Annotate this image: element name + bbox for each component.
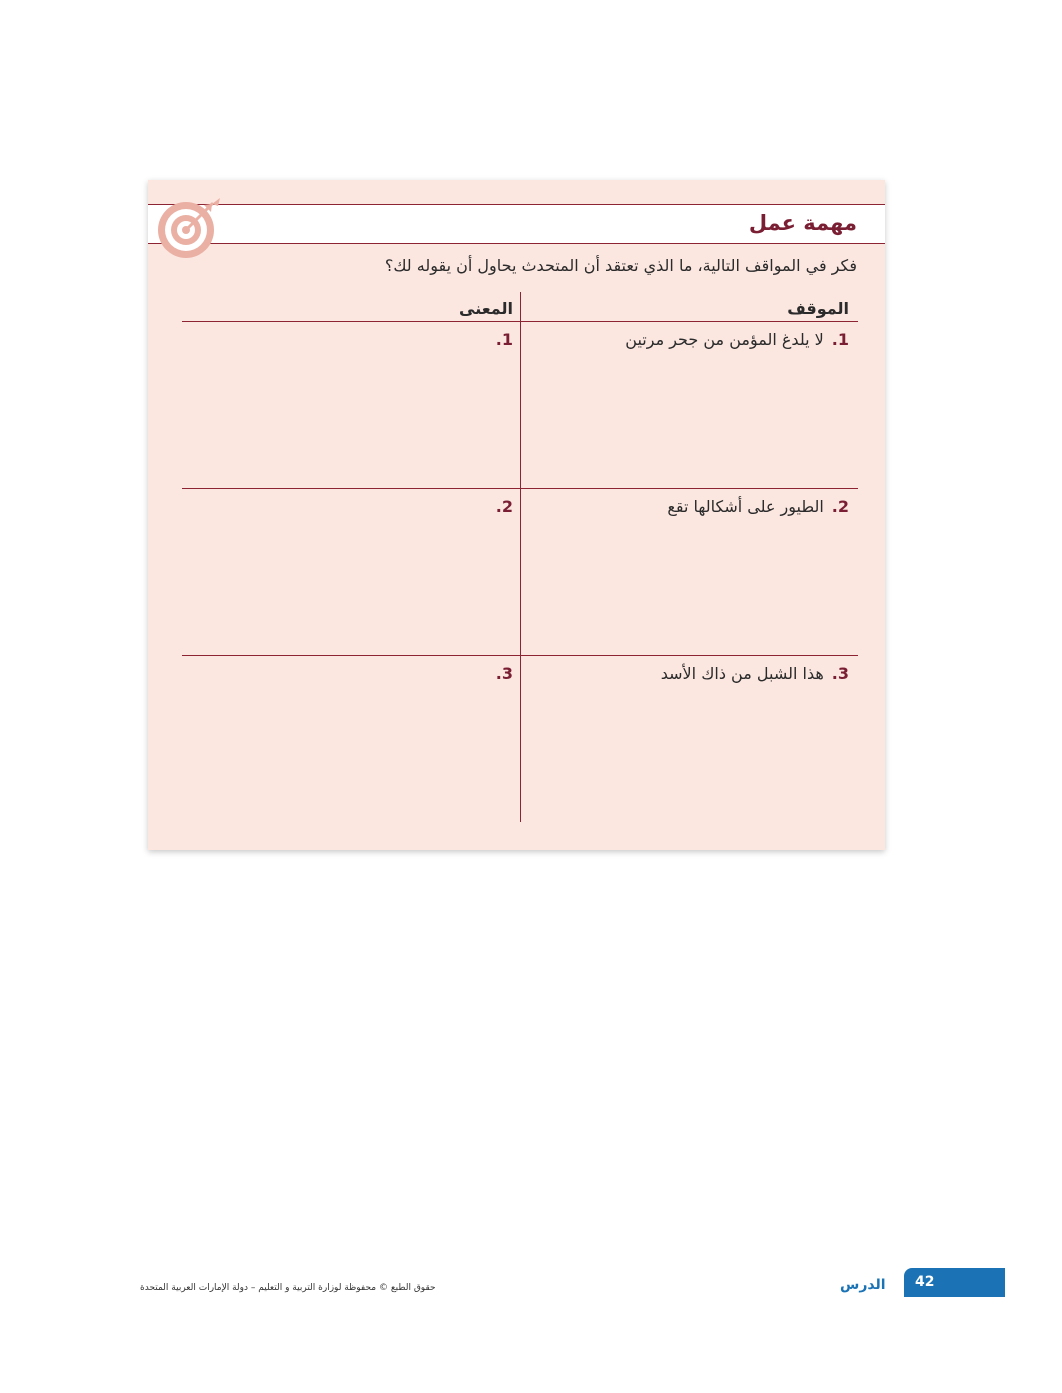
task-card: [148, 180, 885, 850]
target-icon: [154, 192, 224, 262]
situation-item: [667, 497, 849, 516]
situation-item: [661, 664, 849, 683]
situation-text: هذا الشبل من ذاك الأسد: [660, 664, 824, 683]
lesson-label: الدرس: [840, 1277, 886, 1293]
meaning-item: [488, 330, 513, 349]
item-number: 1.: [831, 330, 849, 349]
meaning-item: [488, 497, 513, 516]
column-header-meaning: المعنى: [459, 299, 513, 318]
item-number: 3.: [831, 664, 849, 683]
header-rule: [182, 321, 858, 322]
item-number: 3.: [495, 664, 513, 683]
column-divider: [520, 292, 521, 822]
meaning-item: [488, 664, 513, 683]
page-number-box: [904, 1268, 1005, 1297]
copyright-notice: حقوق الطبع © محفوظة لوزارة التربية و التعليم – دولة الإمارات العربية المتحدة: [140, 1283, 436, 1293]
title-band: [148, 204, 885, 244]
item-number: 2.: [831, 497, 849, 516]
situation-text: لا يلدغ المؤمن من جحر مرتين: [625, 330, 824, 349]
situation-item: [625, 330, 849, 349]
situation-text: الطيور على أشكالها تقع: [667, 497, 824, 516]
item-number: 1.: [495, 330, 513, 349]
row-divider: [182, 488, 858, 489]
row-divider: [182, 655, 858, 656]
task-prompt: فكر في المواقف التالية، ما الذي تعتقد أن المتحدث يحاول أن يقوله لك؟: [384, 256, 857, 275]
task-title: مهمة عمل: [748, 211, 857, 235]
item-number: 2.: [495, 497, 513, 516]
page-number: 42: [915, 1274, 935, 1290]
column-header-situation: الموقف: [787, 299, 849, 318]
